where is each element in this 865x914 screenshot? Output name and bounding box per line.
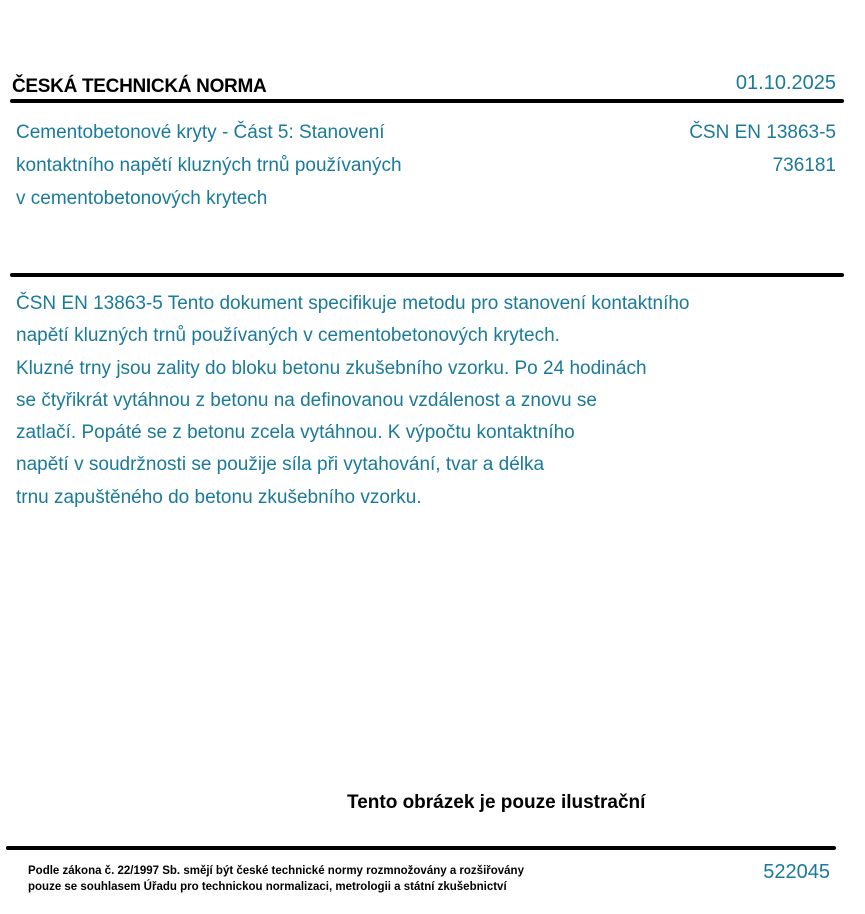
standard-codes [689,116,836,182]
abstract-line: trnu zapuštěného do betonu zkušebního vzorku. [16,486,422,508]
header-divider [10,99,844,103]
abstract [16,288,816,514]
standard-title [16,116,476,215]
legal-notice [28,863,524,895]
abstract-line: napětí v soudržnosti se použije síla při vytahování, tvar a délka [16,454,545,476]
title-line: v cementobetonových krytech [16,188,268,209]
illustration-note: Tento obrázek je pouze ilustrační [347,792,646,813]
abstract-line: ČSN EN 13863-5 Tento dokument specifikuje metodu pro stanovení kontaktního [16,293,690,314]
abstract-line: se čtyřikrát vytáhnou z betonu na definovanou vzdálenost a znovu se [16,389,597,411]
class-number: 736181 [772,155,836,176]
footer-divider [6,846,836,850]
title-line: Cementobetonové kryty - Část 5: Stanovení [16,122,385,143]
legal-line: Podle zákona č. 22/1997 Sb. smějí být české technické normy rozmnožovány a rozšiřovány [28,865,524,877]
publication-date: 01.10.2025 [735,72,836,94]
abstract-line: Kluzné trny jsou zality do bloku betonu zkušebního vzorku. Po 24 hodinách [16,357,647,379]
abstract-line: zatlačí. Popáté se z betonu zcela vytáhnou. K výpočtu kontaktního [16,422,575,444]
title-line: kontaktního napětí kluzných trnů používaných [16,155,402,176]
section-divider [10,273,844,277]
legal-line: pouze se souhlasem Úřadu pro technickou normalizaci, metrologii a státní zkušebnictví [28,881,507,893]
organization-heading: ČESKÁ TECHNICKÁ NORMA [12,76,267,97]
abstract-line: napětí kluzných trnů používaných v cementobetonových krytech. [16,325,560,347]
document-number: 522045 [763,861,830,883]
standard-designation: ČSN EN 13863-5 [689,122,836,143]
